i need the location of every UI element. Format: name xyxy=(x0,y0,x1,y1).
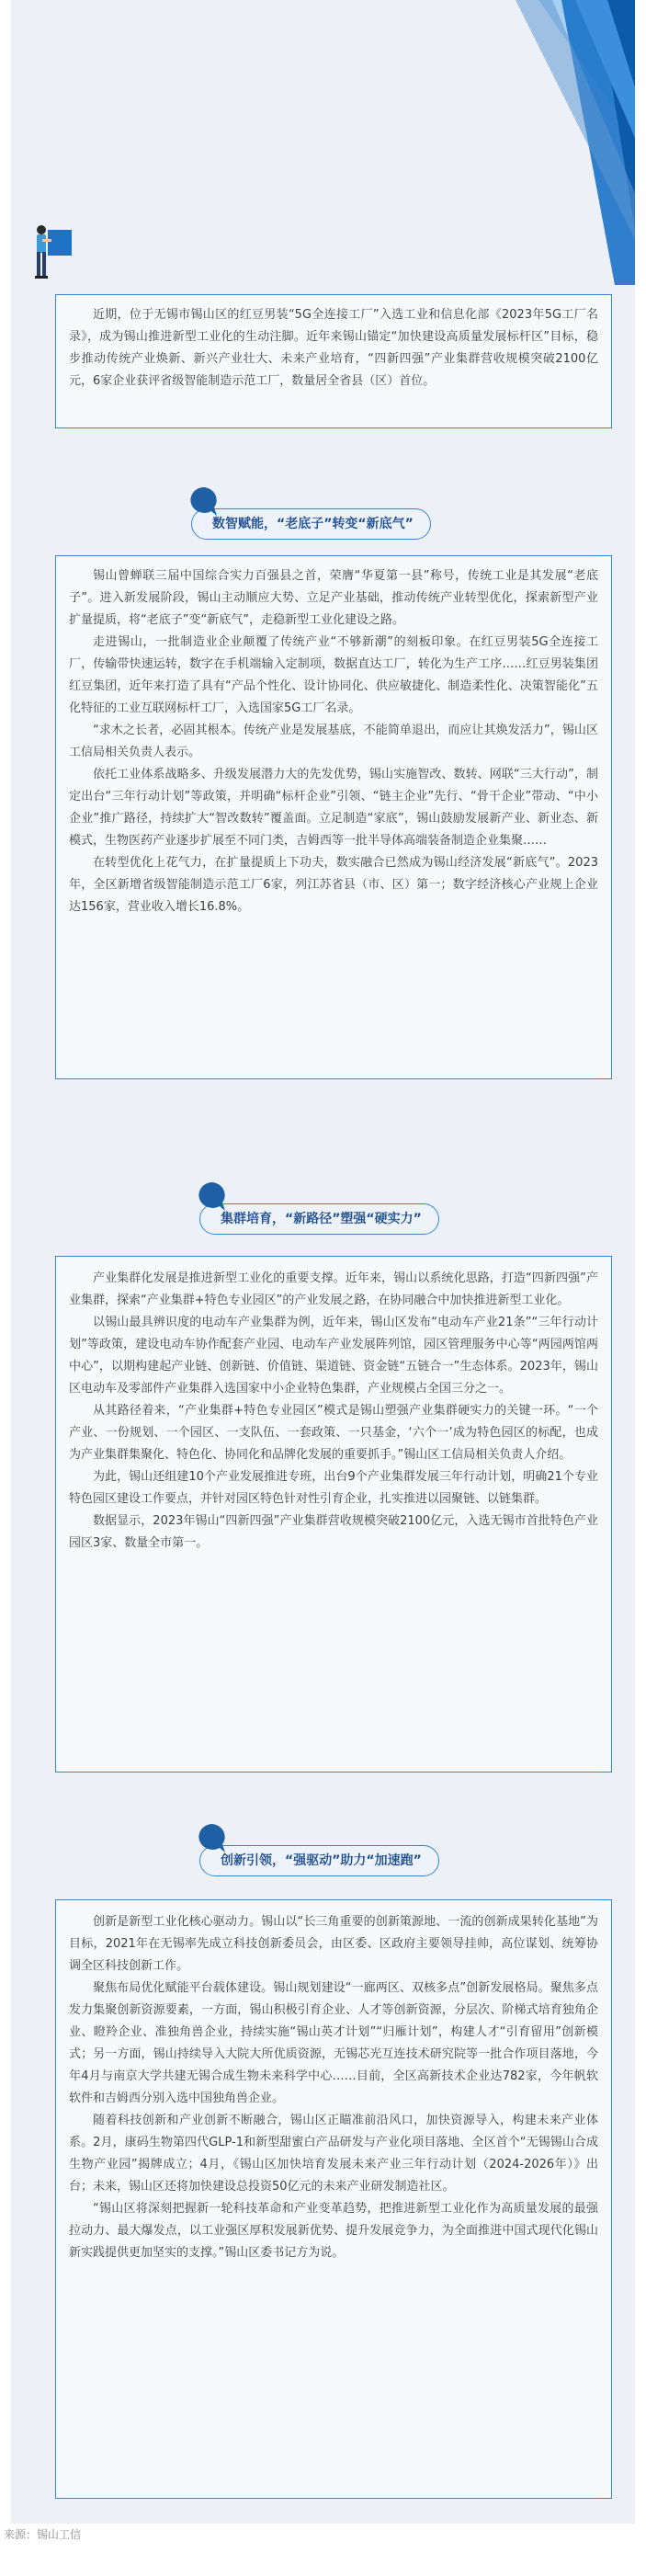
speech-bubble-icon xyxy=(196,1180,227,1212)
source-caption: 来源：锡山工信 xyxy=(4,2528,82,2541)
section-paragraph: 锡山曾蝉联三届中国综合实力百强县之首，荣膺“华夏第一县”称号，传统工业是其发展“老底子”。进入新发展阶段，锡山主动顺应大势、立足产业基础，推动传统产业转型优化，探索新型产业扩量提质，将“老底子”变“新底气”，走稳新型工业化建设之路。 xyxy=(69,569,598,627)
section-paragraph: 从其路径着来，“产业集群+特色专业园区”模式是锡山塑强产业集群硬实力的关键一环。“一个产业、一份规划、一个园区、一支队伍、一套政策、一只基金，‘六个一’成为特色园区的标配，也成为产业集群集聚化、特色化、协同化和品牌化发展的重要抓手。”锡山区工信局相关负责人介绍。 xyxy=(69,1404,598,1462)
section-paragraph: “锡山区将深刻把握新一轮科技革命和产业变革趋势，把推进新型工业化作为高质量发展的最强拉动力、最大爆发点，以工业强区厚积发展新优势、提升发展竞争力，为全面推进中国式现代化锡山新实践提供更加坚实的支撑。”锡山区委书记方为说。 xyxy=(69,2202,598,2260)
speech-bubble-icon xyxy=(187,485,219,517)
intro-paragraph: 近期，位于无锡市锡山区的红豆男装“5G全连接工厂”入选工业和信息化部《2023年5G工厂名录》，成为锡山推进新型工业化的生动注脚。近年来锡山锚定“加快建设高质量发展标杆区”目标，稳步推动传统产业焕新、新兴产业壮大、未来产业培育，“四新四强”产业集群营收规模突破2100亿元，6家企业获评省级智能制造示范工厂，数量居全省县（区）首位。 xyxy=(69,308,598,388)
section-paragraph: 创新是新型工业化核心驱动力。锡山以“长三角重要的创新策源地、一流的创新成果转化基地”为目标，2021年在无锡率先成立科技创新委员会，由区委、区政府主要领导挂帅，高位谋划、统筹协调全区科技创新工作。 xyxy=(69,1915,598,1973)
section-box-1 xyxy=(55,555,612,1079)
section-paragraph: 随着科技创新和产业创新不断融合，锡山区正瞄准前沿风口，加快资源导入，构建未来产业体系。2月，康码生物第四代GLP-1和新型甜蜜白产品研发与产业化项目落地、全区首个“无锡锡山合成生物产业园”揭牌成立；4月，《锡山区加快培育发展未来产业三年行动计划（2024-2026年）》出台；未来，锡山区还将加快建设总投资50亿元的未来产业研发制造社区。 xyxy=(69,2114,598,2194)
section-heading-3 xyxy=(199,1842,439,1879)
section-heading-2 xyxy=(199,1201,439,1237)
article-background xyxy=(11,0,635,2524)
section-box-2 xyxy=(55,1256,612,1772)
section-paragraph: 聚焦布局优化赋能平台载体建设。锡山规划建设“一廊两区、双核多点”创新发展格局。聚焦多点发力集聚创新资源要素，一方面，锡山积极引育企业、人才等创新资源，分层次、阶梯式培育独角企业、瞪羚企业、准独角兽企业，持续实施“锡山英才计划”“归雁计划”，构建人才“引育留用”创新模式；另一方面，锡山持续导入大院大所优质资源，无锡芯光互连技术研究院等一批合作项目落地，今年4月与南京大学共建无锡合成生物未来科学中心……目前，全区高新技术企业达782家，今年帆软软件和吉姆西分别入选中国独角兽企业。 xyxy=(69,1981,598,2105)
section-paragraph: 以锡山最具辨识度的电动车产业集群为例，近年来，锡山区发布“电动车产业21条”“三年行动计划”等政策，建设电动车协作配套产业园、电动车产业发展阵列馆，园区管理服务中心等“两园两馆两中心”，以期构建起产业链、创新链、价值链、渠道链、资金链“五链合一”生态体系。2023年，锡山区电动车及零部件产业集群入选国家中小企业特色集群，产业规模占全国三分之一。 xyxy=(69,1316,598,1396)
section-paragraph: 产业集群化发展是推进新型工业化的重要支撑。近年来，锡山以系统化思路，打造“四新四强”产业集群，探索“产业集群+特色专业园区”的产业发展之路，在协同融合中加快推进新型工业化。 xyxy=(69,1271,598,1307)
section-paragraph: 为此，锡山还组建10个产业发展推进专班，出台9个产业集群发展三年行动计划，明确21个专业特色园区建设工作要点，并针对园区特色针对性引育企业，扎实推进以园聚链、以链集群。 xyxy=(69,1470,598,1506)
section-heading-label: 集群培育，“新路径”塑强“硬实力” xyxy=(199,1203,439,1235)
speech-bubble-icon xyxy=(196,1822,227,1853)
section-paragraph: 依托工业体系战略多、升级发展潜力大的先发优势，锡山实施智改、数转、网联“三大行动”，制定出台“三年行动计划”等政策，并明确“标杆企业”引领、“链主企业”先行、“骨干企业”带动、“中小企业”推广路径，持续扩大“智改数转”覆盖面。立足制造“家底”，锡山鼓励发展新产业、新业态、新模式，生物医药产业逐步扩展至不同门类，吉姆西等一批半导体高端装备制造企业集聚…… xyxy=(69,768,598,848)
section-heading-label: 创新引领，“强驱动”助力“加速跑” xyxy=(199,1845,439,1876)
intro-box xyxy=(55,294,612,428)
person-holding-sign-icon xyxy=(31,221,75,285)
section-paragraph: 走进锡山，一批制造业企业颠覆了传统产业“不够新潮”的刻板印象。在红豆男装5G全连接工厂，传输带快速运转，数字在手机端输入定制项，数据直达工厂，转化为生产工序……红豆男装集团红豆集团，近年来打造了具有“产品个性化、设计协同化、供应敏捷化、制造柔性化、决策智能化”五化特征的工业互联网标杆工厂，入选国家5G工厂名录。 xyxy=(69,635,598,715)
section-heading-1 xyxy=(191,506,431,542)
section-box-3 xyxy=(55,1899,612,2499)
section-paragraph: 数据显示，2023年锡山“四新四强”产业集群营收规模突破2100亿元，入选无锡市首批特色产业园区3家、数量全市第一。 xyxy=(69,1514,598,1550)
section-heading-label: 数智赋能，“老底子”转变“新底气” xyxy=(191,508,431,540)
corner-decoration-icon xyxy=(497,0,635,285)
section-paragraph: “求木之长者，必固其根本。传统产业是发展基底，不能简单退出，而应让其焕发活力”，锡山区工信局相关负责人表示。 xyxy=(69,724,598,759)
section-paragraph: 在转型优化上花气力，在扩量提质上下功夫，数实融合已然成为锡山经济发展“新底气”。2023年，全区新增省级智能制造示范工厂6家，列江苏省县（市、区）第一；数字经济核心产业规上企业达156家，营业收入增长16.8%。 xyxy=(69,856,598,914)
